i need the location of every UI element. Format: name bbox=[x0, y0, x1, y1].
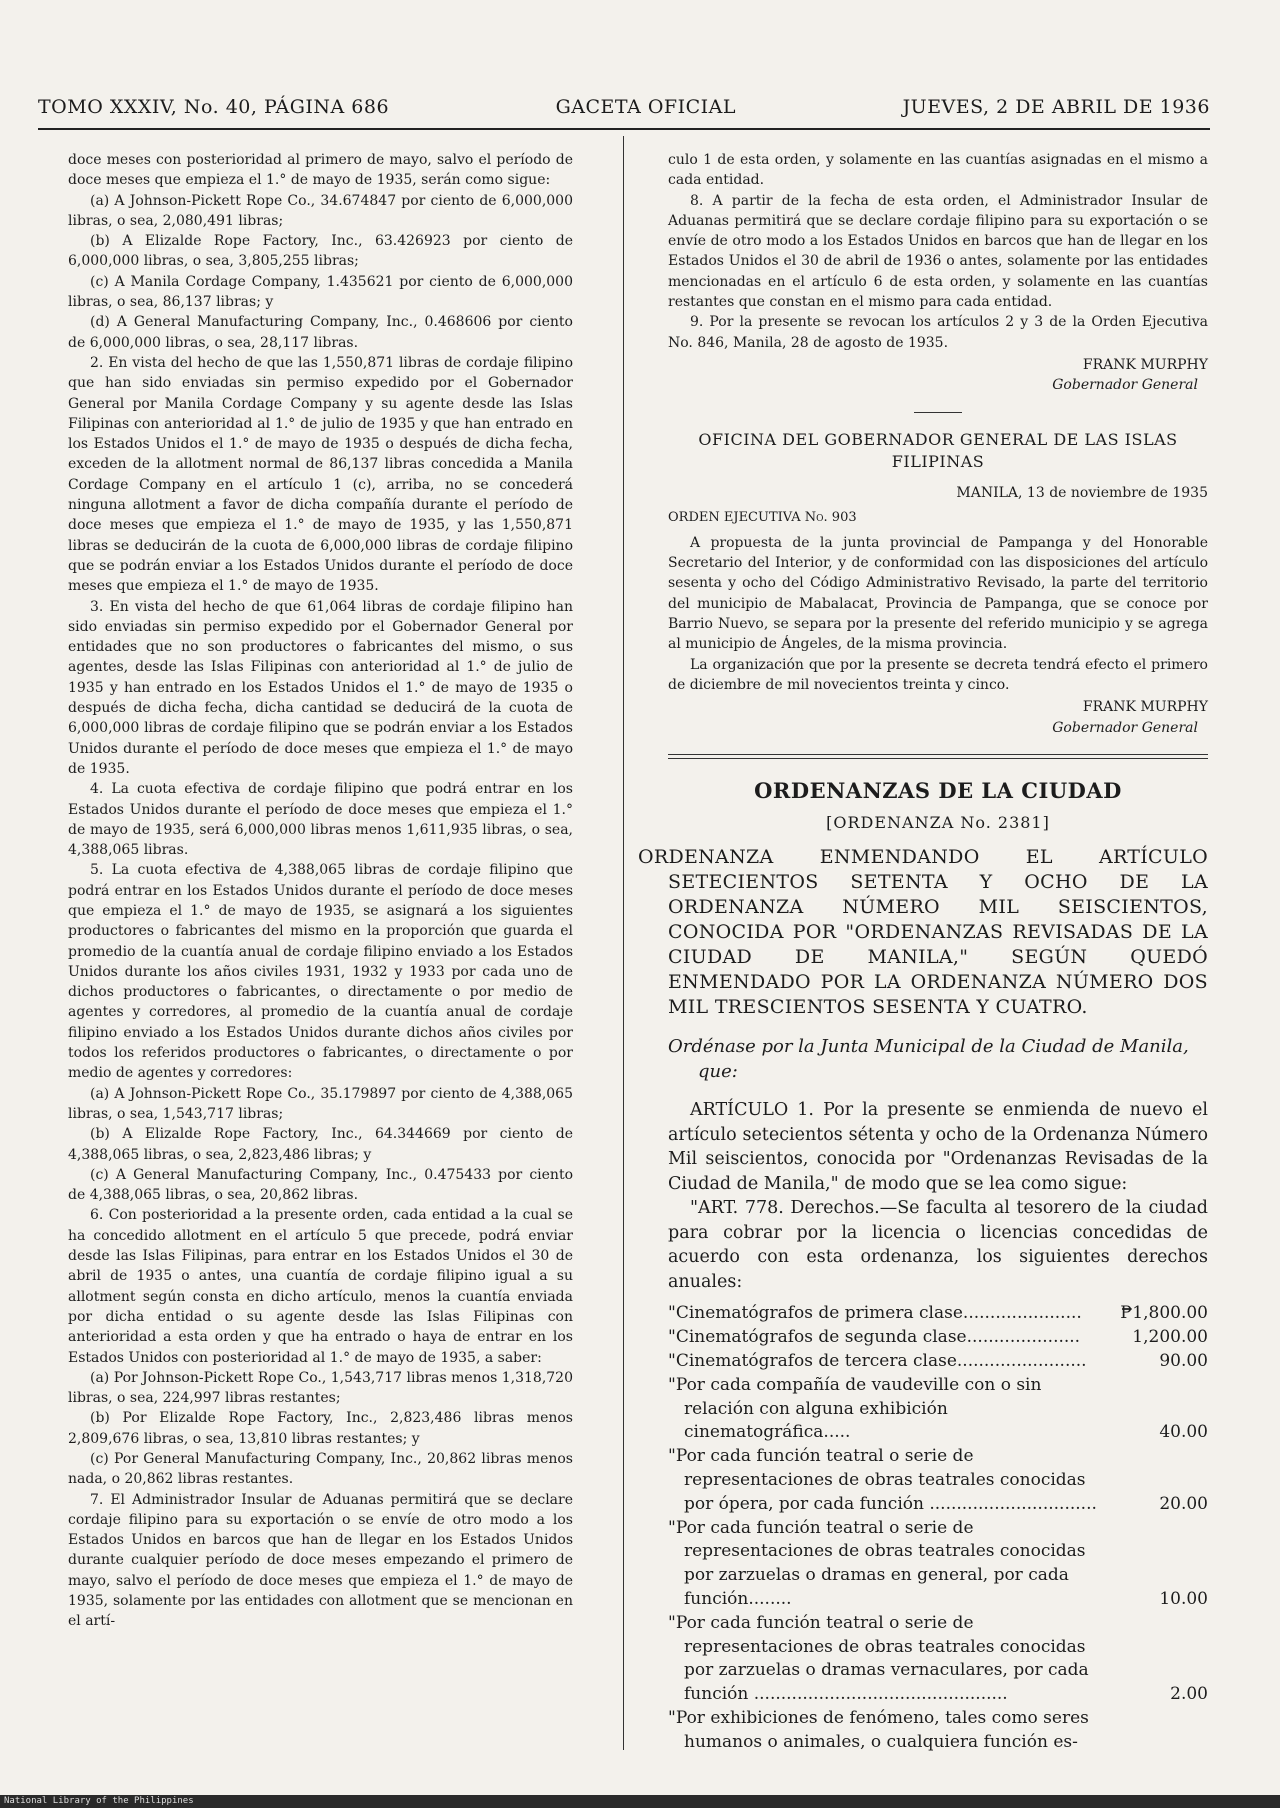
fee-amount: ₱1,800.00 bbox=[1120, 1303, 1208, 1324]
scan-footer: National Library of the Philippines bbox=[0, 1795, 1280, 1808]
fee-description: "Cinematógrafos de tercera clase........................ bbox=[668, 1351, 1087, 1372]
paragraph: (a) Por Johnson-Pickett Rope Co., 1,543,717 libras menos 1,318,720 libras, o sea, 224,997 libras restantes; bbox=[68, 1369, 573, 1407]
paragraph: 7. El Administrador Insular de Aduanas permitirá que se declare cordaje filipino para su exportación o se envíe de otro modo a los Estados Unidos en barcos que han de llegar en los Estados Unidos durante cualquier período de doce meses empezando el primero de mayo, salvo el período de doce meses que empieza el 1.° de mayo de 1935, solamente por las entidades con allotment que se mencionan en el artí- bbox=[68, 1491, 573, 1630]
fee-description: "Cinematógrafos de primera clase...................... bbox=[668, 1303, 1082, 1324]
paragraph: 2. En vista del hecho de que las 1,550,871 libras de cordaje filipino que han sido enviadas sin permiso expedido por el Gobernador General por Manila Cordage Company y su agente desde las Islas Filipinas con anterioridad al 1.° de julio de 1935 y que han entrado en los Estados Unidos el 1.° de mayo de 1935 o después de dicha fecha, exceden de la allotment normal de 86,137 libras concedida a Manila Cordage Company en el artículo 1 (c), arriba, no se concederá ninguna allotment a favor de dicha compañía durante el período de doce meses que empieza el 1.° de mayo de 1935, y las 1,550,871 libras se deducirán de la cuota de 6,000,000 libras de cordaje filipino que se podrán enviar a los Estados Unidos durante el período de doce meses que empieza el 1.° de mayo de 1935. bbox=[68, 354, 573, 595]
fee-row bbox=[668, 1517, 1208, 1612]
paragraph: 3. En vista del hecho de que 61,064 libras de cordaje filipino han sido enviadas sin permiso expedido por el Gobernador General por entidades que no son productores o fabricantes del mismo, o sus agentes, desde las Islas Filipinas con anterioridad al 1.° de julio de 1935 y han entrado en los Estados Unidos el 1.° de mayo de 1935 o después de dicha fecha, dicha cantidad se deducirá de la cuota de 6,000,000 libras de cordaje filipino que se podrán enviar a los Estados Unidos durante el período de doce meses que empieza el 1.° de mayo de 1935. bbox=[68, 598, 573, 777]
fee-amount: 1,200.00 bbox=[1132, 1327, 1208, 1348]
ordinance-heading: ORDENANZA ENMENDANDO EL ARTÍCULO SETECIENTOS SETENTA Y OCHO DE LA ORDENANZA NÚMERO MIL SEISCIENTOS, CONOCIDA POR "ORDENANZAS REVISADAS DE LA CIUDAD DE MANILA," SEGÚN QUEDÓ ENMENDADO POR LA ORDENANZA NÚMERO DOS MIL TRESCIENTOS SESENTA Y CUATRO. bbox=[638, 846, 1208, 1019]
signature-name: FRANK MURPHY bbox=[1082, 356, 1208, 373]
paragraph: La organización que por la presente se decreta tendrá efecto el primero de diciembre de mil novecientos treinta y cinco. bbox=[668, 656, 1208, 693]
paragraph: 9. Por la presente se revocan los artículos 2 y 3 de la Orden Ejecutiva No. 846, Manila, 28 de agosto de 1935. bbox=[668, 314, 1208, 351]
enacting-clause: Ordénase por la Junta Municipal de la Ciudad de Manila, que: bbox=[668, 1036, 1189, 1083]
fee-description: "Por cada función teatral o serie de representaciones de obras teatrales conocidas por zarzuelas o dramas vernaculares, por cada función ............................................... bbox=[668, 1612, 1089, 1705]
fee-description: "Por cada función teatral o serie de representaciones de obras teatrales conocidas por zarzuelas o dramas en general, por cada función........ bbox=[668, 1517, 1086, 1609]
fee-description: "Por cada función teatral o serie de representaciones de obras teatrales conocidas por ópera, por cada función ............................... bbox=[668, 1446, 1097, 1514]
right-column bbox=[638, 150, 1208, 1755]
signature-name: FRANK MURPHY bbox=[1082, 699, 1208, 716]
header-rule bbox=[38, 128, 1210, 130]
paragraph: doce meses con posterioridad al primero de mayo, salvo el período de doce meses que empieza el 1.° de mayo de 1935, serán como sigue: bbox=[68, 152, 573, 189]
paragraph: culo 1 de esta orden, y solamente en las cuantías asignadas en el mismo a cada entidad. bbox=[668, 152, 1208, 189]
fee-row bbox=[668, 1326, 1208, 1350]
paragraph: 8. A partir de la fecha de esta orden, el Administrador Insular de Aduanas permitirá que se declare cordaje filipino para su exportación o se envíe de otro modo a los Estados Unidos en barcos que han de llegar en los Estados Unidos el 30 de abril de 1936 o antes, solamente por las entidades mencionadas en el artículo 6 de esta orden, y solamente en las cuantías restantes que constan en el mismo para cada entidad. bbox=[668, 192, 1208, 311]
fee-table bbox=[668, 1302, 1208, 1754]
paragraph: (a) A Johnson-Pickett Rope Co., 35.179897 por ciento de 4,388,065 libras, o sea, 1,543,717 libras; bbox=[68, 1085, 573, 1122]
fee-amount: 2.00 bbox=[1170, 1684, 1208, 1705]
paragraph: A propuesta de la junta provincial de Pampanga y del Honorable Secretario del Interior, y de conformidad con las disposiciones del artículo sesenta y ocho del Código Administrativo Revisado, la parte del territorio del municipio de Mabalacat, Provincia de Pampanga, que se conoce por Barrio Nuevo, se separa por la presente del referido municipio y se agrega al municipio de Ángeles, de la misma provincia. bbox=[668, 534, 1208, 653]
fee-row bbox=[668, 1445, 1208, 1516]
paragraph: 6. Con posterioridad a la presente orden, cada entidad a la cual se ha concedido allotment en el artículo 5 que precede, podrá enviar desde las Islas Filipinas, para entrar en los Estados Unidos el 30 de abril de 1935 o antes, una cuantía de cordaje filipino igual a su allotment según consta en dicho artículo, menos la cuantía enviada por dicha entidad o su agente desde las Islas Filipinas con anterioridad a esta orden y que ha entrado o haya de entrar en los Estados Unidos con posterioridad al 1.° de mayo de 1935, a saber: bbox=[68, 1207, 573, 1366]
paragraph: (c) Por General Manufacturing Company, Inc., 20,862 libras menos nada, o 20,862 libras restantes. bbox=[68, 1451, 573, 1488]
article-1: ARTÍCULO 1. Por la presente se enmienda de nuevo el artículo setecientos sétenta y ocho de la Ordenanza Número Mil seiscientos, conocida por "Ordenanzas Revisadas de la Ciudad de Manila," de modo que se lea como sigue: bbox=[668, 1100, 1208, 1194]
paragraph: 5. La cuota efectiva de 4,388,065 libras de cordaje filipino que podrá entrar en los Estados Unidos durante el período de doce meses que empieza el 1.° de mayo de 1935, se asignará a los siguientes productores o fabricantes del mismo en la proporción que guarda el promedio de la cuantía anual de cordaje filipino enviado a los Estados Unidos durante los años civiles 1931, 1932 y 1933 por cada uno de dichos productores o fabricantes, o directamente o por medio de agentes y corredores, al promedio de la cuantía anual de cordaje filipino enviado a los Estados Unidos durante dichos años civiles por todos los referidos productores o fabricantes, o directamente o por medio de agentes y corredores: bbox=[68, 862, 573, 1082]
fee-row bbox=[668, 1374, 1208, 1445]
paragraph: 4. La cuota efectiva de cordaje filipino que podrá entrar en los Estados Unidos durante el período de doce meses que empieza el 1.° de mayo de 1935, será 6,000,000 libras menos 1,611,935 libras, o sea, 4,388,065 libras. bbox=[68, 781, 573, 859]
double-rule bbox=[668, 754, 1208, 759]
fee-description: "Por exhibiciones de fenómeno, tales como seres humanos o animales, o cualquiera función es- bbox=[668, 1707, 1089, 1752]
fee-row bbox=[668, 1707, 1208, 1755]
article-778: "ART. 778. Derechos.—Se faculta al tesorero de la ciudad para cobrar por la licencia o licencias concedidas de acuerdo con esta ordenanza, los siguientes derechos anuales: bbox=[668, 1198, 1208, 1292]
header-title: GACETA OFICIAL bbox=[555, 96, 736, 118]
fee-description: "Por cada compañía de vaudeville con o sin relación con alguna exhibición cinematográfica..... bbox=[668, 1374, 1042, 1443]
paragraph: (b) Por Elizalde Rope Factory, Inc., 2,823,486 libras menos 2,809,676 libras, o sea, 13,810 libras restantes; y bbox=[68, 1410, 573, 1447]
fee-amount: 90.00 bbox=[1159, 1351, 1208, 1372]
paragraph: (d) A General Manufacturing Company, Inc., 0.468606 por ciento de 6,000,000 libras, o sea, 28,117 libras. bbox=[68, 314, 573, 351]
signature-title: Gobernador General bbox=[1052, 377, 1198, 394]
order-label: ORDEN EJECUTIVA No. 903 bbox=[668, 509, 857, 525]
office-heading: OFICINA DEL GOBERNADOR GENERAL DE LAS ISLAS FILIPINAS bbox=[698, 429, 1178, 471]
fee-amount: 10.00 bbox=[1159, 1588, 1208, 1609]
section-divider bbox=[914, 412, 962, 413]
paragraph: (c) A Manila Cordage Company, 1.435621 por ciento de 6,000,000 libras, o sea, 86,137 libras; y bbox=[68, 273, 573, 311]
column-divider bbox=[623, 136, 624, 1750]
paragraph: (c) A General Manufacturing Company, Inc., 0.475433 por ciento de 4,388,065 libras, o sea, 20,862 libras. bbox=[68, 1166, 573, 1204]
paragraph: (b) A Elizalde Rope Factory, Inc., 64.344669 por ciento de 4,388,065 libras, o sea, 2,823,486 libras; y bbox=[68, 1126, 573, 1163]
fee-row bbox=[668, 1350, 1208, 1374]
fee-amount: 20.00 bbox=[1159, 1493, 1208, 1514]
page-header bbox=[38, 96, 1210, 124]
fee-row bbox=[668, 1612, 1208, 1707]
section-title: ORDENANZAS DE LA CIUDAD bbox=[754, 777, 1122, 803]
fee-description: "Cinematógrafos de segunda clase..................... bbox=[668, 1327, 1081, 1348]
paragraph: (a) A Johnson-Pickett Rope Co., 34.674847 por ciento de 6,000,000 libras, o sea, 2,080,491 libras; bbox=[68, 192, 573, 229]
left-column bbox=[68, 150, 573, 1632]
header-volume: TOMO XXXIV, No. 40, PÁGINA 686 bbox=[38, 96, 390, 118]
fee-amount: 40.00 bbox=[1159, 1422, 1208, 1443]
signature-title: Gobernador General bbox=[1052, 719, 1198, 736]
fee-row bbox=[668, 1302, 1208, 1326]
dateline: MANILA, 13 de noviembre de 1935 bbox=[956, 484, 1208, 501]
paragraph: (b) A Elizalde Rope Factory, Inc., 63.426923 por ciento de 6,000,000 libras, o sea, 3,805,255 libras; bbox=[68, 233, 573, 270]
header-date: JUEVES, 2 DE ABRIL DE 1936 bbox=[902, 96, 1210, 118]
ordinance-number: [ORDENANZA No. 2381] bbox=[826, 813, 1050, 833]
